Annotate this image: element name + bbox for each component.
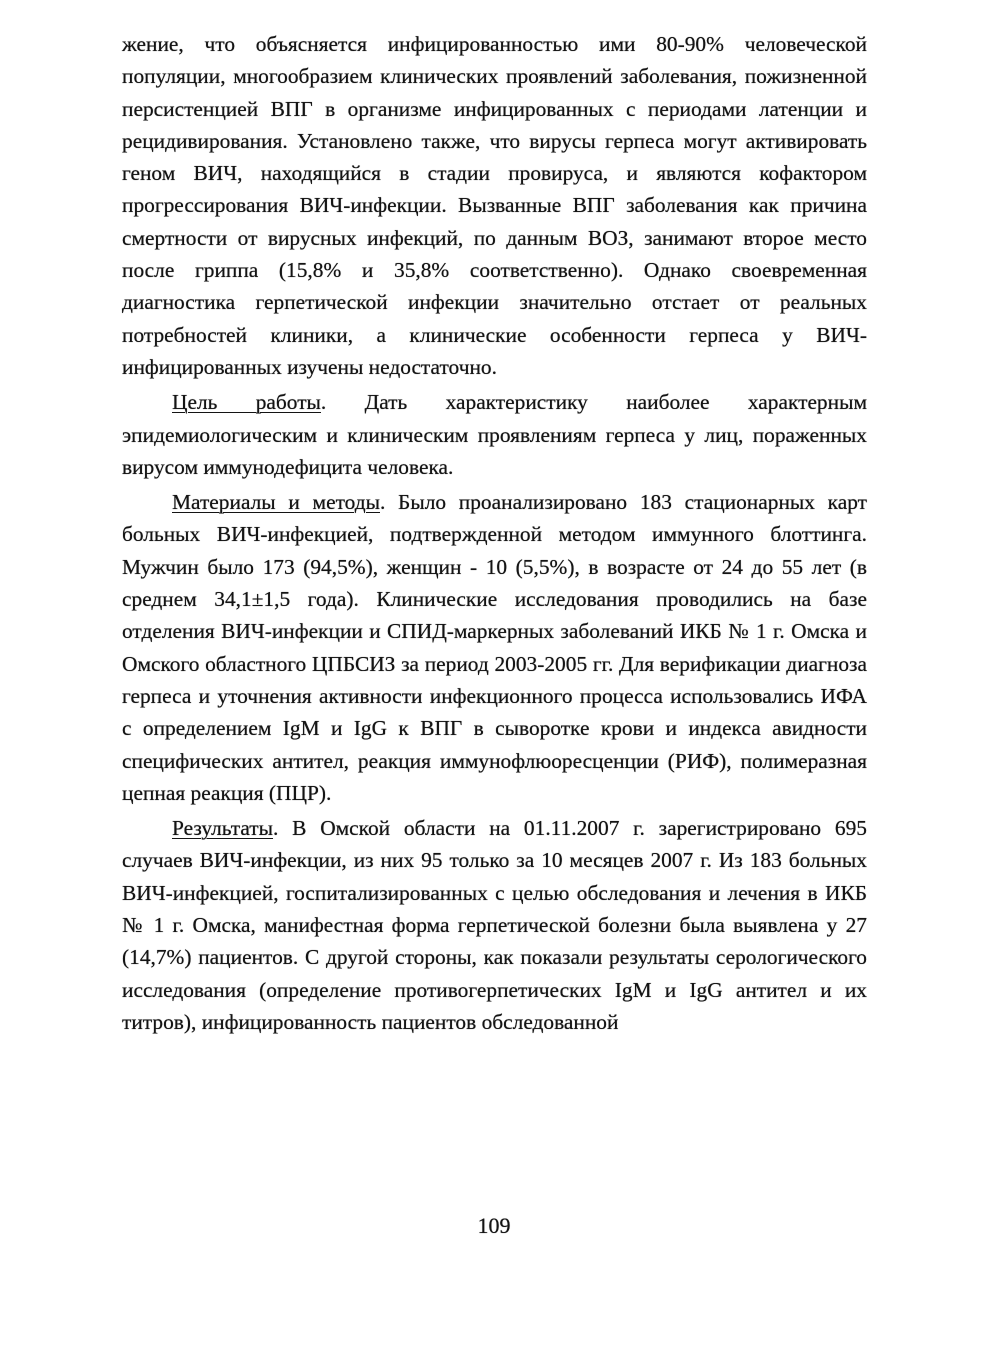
paragraph-results bbox=[122, 812, 867, 1038]
results-heading: Результаты bbox=[172, 816, 274, 841]
page-number: 109 bbox=[477, 1213, 511, 1238]
results-text: . В Омской области на 01.11.2007 г. зарегистрировано 695 случаев ВИЧ-инфекции, из них 95 только за 10 месяцев 2007 г. Из 183 больных ВИЧ-инфекцией, госпитализированных с целью обследования и лечения в ИКБ № 1 г. Омска, манифестная форма герпетической болезни была выявлена у 27 (14,7%) пациентов. С другой стороны, как показали результаты серологического исследования (определение противогерпетических IgM и IgG антител и их титров), инфицированность пациентов обследованной bbox=[122, 816, 867, 1034]
aim-text: . Дать характеристику наиболее характерным эпидемиологическим и клиническим проявлениям герпеса у лиц, пораженных вирусом иммунодефицита человека. bbox=[122, 390, 867, 479]
aim-heading: Цель работы bbox=[172, 390, 321, 415]
body-text bbox=[122, 28, 867, 1041]
methods-heading: Материалы и методы bbox=[172, 490, 380, 515]
paragraph-aim bbox=[122, 386, 867, 483]
paragraph-intro-continuation: жение, что объясняется инфицированностью ими 80-90% человеческой популяции, многообразием клинических проявлений заболевания, пожизненной персистенцией ВПГ в организме инфицированных с периодами латенции и рецидивирования. Установлено также, что вирусы герпеса могут активировать геном ВИЧ, находящийся в стадии провируса, и являются кофактором прогрессирования ВИЧ-инфекции. Вызванные ВПГ заболевания как причина смертности от вирусных инфекций, по данным ВОЗ, занимают второе место после гриппа (15,8% и 35,8% соответственно). Однако своевременная диагностика герпетической инфекции значительно отстает от реальных потребностей клиники, а клинические особенности герпеса у ВИЧ-инфицированных изучены недостаточно. bbox=[122, 32, 867, 379]
methods-text: . Было проанализировано 183 стационарных карт больных ВИЧ-инфекцией, подтвержденной методом иммунного блоттинга. Мужчин было 173 (94,5%), женщин - 10 (5,5%), в возрасте от 24 до 55 лет (в среднем 34,1±1,5 года). Клинические исследования проводились на базе отделения ВИЧ-инфекции и СПИД-маркерных заболеваний ИКБ № 1 г. Омска и Омского областного ЦПБСИЗ за период 2003-2005 гг. Для верификации диагноза герпеса и уточнения активности инфекционного процесса использовались ИФА с определением IgM и IgG к ВПГ в сыворотке крови и индекса авидности специфических антител, реакция иммунофлюоресценции (РИФ), полимеразная цепная реакция (ПЦР). bbox=[122, 490, 867, 805]
paragraph-methods bbox=[122, 486, 867, 809]
